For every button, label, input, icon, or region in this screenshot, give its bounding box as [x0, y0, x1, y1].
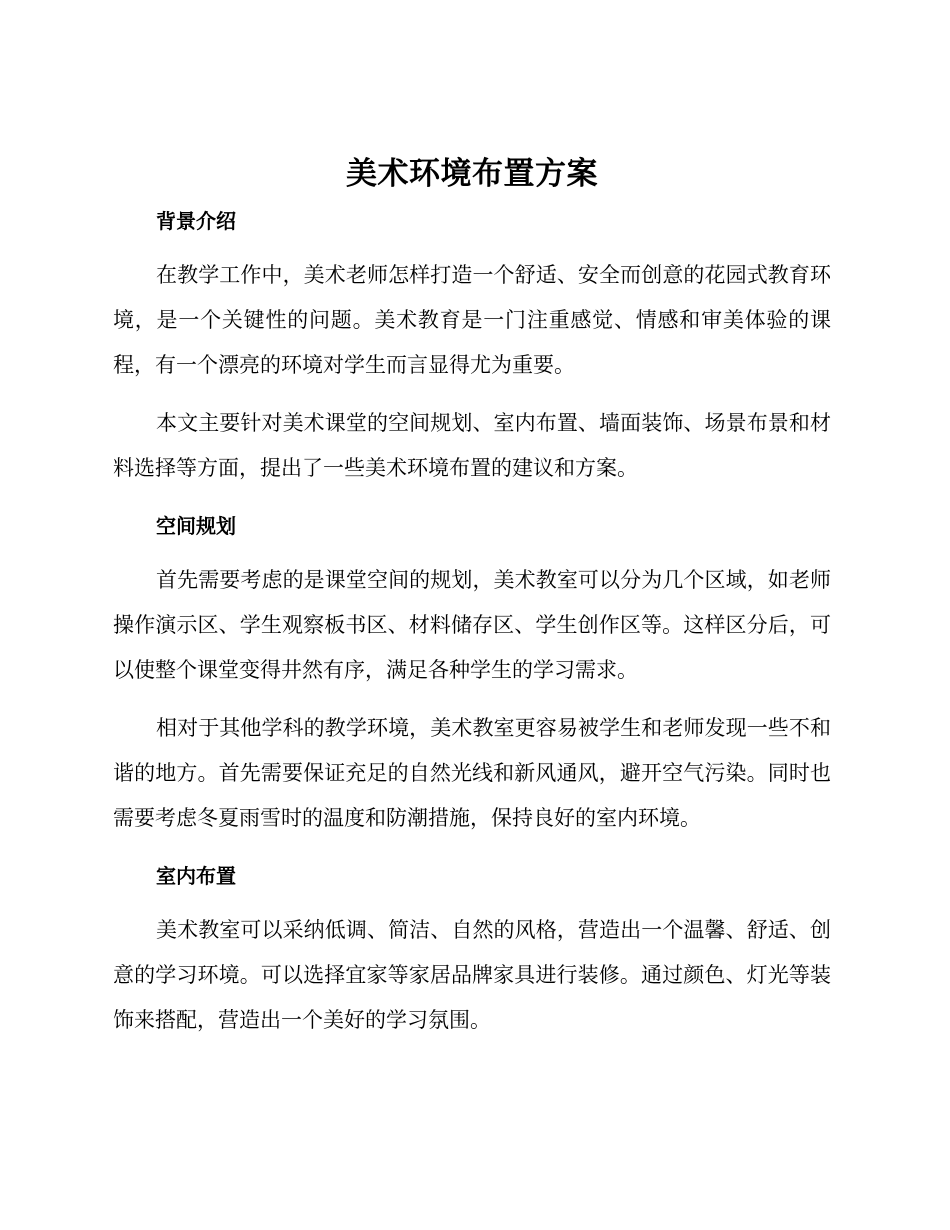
paragraph: 相对于其他学科的教学环境，美术教室更容易被学生和老师发现一些不和谐的地方。首先需要保证充足的自然光线和新风通风，避开空气污染。同时也需要考虑冬夏雨雪时的温度和防潮措施，保持良好的室内环境。	[113, 716, 831, 830]
document-title: 美术环境布置方案	[346, 156, 598, 192]
paragraph: 在教学工作中，美术老师怎样打造一个舒适、安全而创意的花园式教育环境，是一个关键性的问题。美术教育是一门注重感觉、情感和审美体验的课程，有一个漂亮的环境对学生而言显得尤为重要。	[113, 263, 831, 377]
section-heading-space-planning: 空间规划	[156, 514, 236, 538]
paragraph: 本文主要针对美术课堂的空间规划、室内布置、墙面装饰、场景布景和材料选择等方面，提出了一些美术环境布置的建议和方案。	[113, 411, 831, 480]
document-page	[113, 148, 831, 1043]
paragraph: 美术教室可以采纳低调、简洁、自然的风格，营造出一个温馨、舒适、创意的学习环境。可以选择宜家等家居品牌家具进行装修。通过颜色、灯光等装饰来搭配，营造出一个美好的学习氛围。	[113, 918, 831, 1032]
section-heading-interior-layout: 室内布置	[156, 864, 236, 888]
section-heading-background: 背景介绍	[156, 209, 236, 233]
paragraph: 首先需要考虑的是课堂空间的规划，美术教室可以分为几个区域，如老师操作演示区、学生观察板书区、材料储存区、学生创作区等。这样区分后，可以使整个课堂变得井然有序，满足各种学生的学习需求。	[113, 568, 831, 682]
